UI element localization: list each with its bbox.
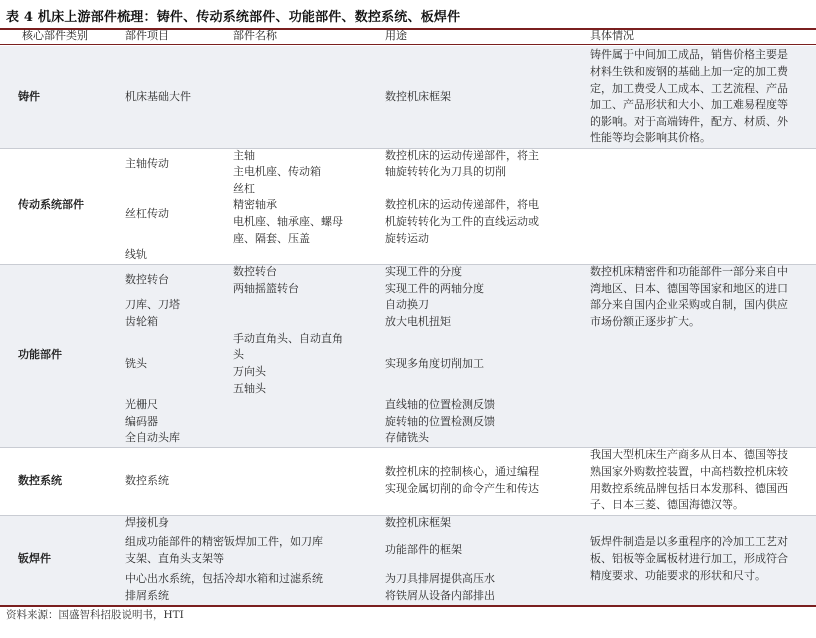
casting-detail-4: 加工、产品形状和大小、加工难易程度等 xyxy=(590,98,788,111)
cnc-detail-4: 子、日本三菱、德国海德汉等。 xyxy=(590,498,744,511)
sheet-use: 功能部件的框架 xyxy=(385,543,462,556)
manual-head-1: 手动直角头、自动直角 xyxy=(233,332,343,345)
linear-rail: 线轨 xyxy=(125,248,147,261)
screw-use-3: 旋转运动 xyxy=(385,232,429,245)
cradle-use: 实现工件的两轴分度 xyxy=(385,282,484,295)
rotary-use: 实现工件的分度 xyxy=(385,265,462,278)
casting-item: 机床基础大件 xyxy=(125,90,191,103)
cnc-item: 数控系统 xyxy=(125,474,169,487)
source-note: 资料来源：国盛智科招股说明书，HTI xyxy=(6,609,184,621)
category-transmission: 传动系统部件 xyxy=(18,198,84,211)
chip-use: 将铁屑从设备内部排出 xyxy=(385,589,495,602)
category-casting: 铸件 xyxy=(18,90,40,103)
screw-drive: 丝杠传动 xyxy=(125,207,169,220)
spindle-use-2: 轴旋转转化为刀具的切削 xyxy=(385,165,506,178)
encoder-use: 旋转轴的位置检测反馈 xyxy=(385,415,495,428)
manual-head-2: 头 xyxy=(233,348,244,361)
sheet-detail-2: 板、铝板等金属板材进行加工，形成符合 xyxy=(590,552,788,565)
cnc-detail-3: 用数控系统品牌包括日本发那科、德国西 xyxy=(590,482,788,495)
casting-detail-2: 材料生铁和废钢的基础上加一定的加工费 xyxy=(590,65,788,78)
spindle-drive: 主轴传动 xyxy=(125,157,169,170)
functional-detail-3: 部分来自国内企业采购或自制，国内供应 xyxy=(590,298,788,311)
grating-use: 直线轴的位置检测反馈 xyxy=(385,398,495,411)
milling-head: 铣头 xyxy=(125,357,147,370)
gearbox: 齿轮箱 xyxy=(125,315,158,328)
cnc-use-1: 数控机床的控制核心，通过编程 xyxy=(385,465,539,478)
welded-use: 数控机床框架 xyxy=(385,516,451,529)
screw-use-2: 机旋转转化为工件的直线运动或 xyxy=(385,215,539,228)
category-sheet: 钣焊件 xyxy=(18,552,51,565)
header-detail: 具体情况 xyxy=(590,29,634,42)
casting-detail-6: 性能等均会影响其价格。 xyxy=(590,131,711,144)
casting-detail-1: 铸件属于中间加工成品，销售价格主要是 xyxy=(590,48,788,61)
functional-detail-1: 数控机床精密件和功能部件一部分来自中 xyxy=(590,265,788,278)
functional-detail-2: 湾地区、日本、德国等国家和地区的进口 xyxy=(590,282,788,295)
functional-detail-4: 市场份额正逐步扩大。 xyxy=(590,315,700,328)
casting-detail-5: 的影响。对于高端铸件，配方、材质、外 xyxy=(590,115,788,128)
sheet-parts-2: 支架、直角头支架等 xyxy=(125,552,224,565)
header-top-rule xyxy=(0,28,816,30)
precision-bearing: 精密轴承 xyxy=(233,198,277,211)
screw: 丝杠 xyxy=(233,182,255,195)
sheet-detail-1: 钣焊件制造是以多重程序的冷加工工艺对 xyxy=(590,535,788,548)
category-cnc: 数控系统 xyxy=(18,474,62,487)
five-axis-head: 五轴头 xyxy=(233,382,266,395)
coolant-use: 为刀具排屑提供高压水 xyxy=(385,572,495,585)
encoder: 编码器 xyxy=(125,415,158,428)
header-item: 部件项目 xyxy=(125,29,169,42)
casting-detail-3: 定，加工费受人工成本、工艺流程、产品 xyxy=(590,82,788,95)
cnc-detail-1: 我国大型机床生产商多从日本、德国等技 xyxy=(590,448,788,461)
screw-parts-2: 座、隔套、压盖 xyxy=(233,232,310,245)
chip-system: 排屑系统 xyxy=(125,589,169,602)
coolant: 中心出水系统，包括冷却水箱和过滤系统 xyxy=(125,572,323,585)
header-category: 核心部件类别 xyxy=(22,29,88,42)
cnc-rotary: 数控转台 xyxy=(233,265,277,278)
auto-head-use: 存储铣头 xyxy=(385,431,429,444)
screw-parts-1: 电机座、轴承座、螺母 xyxy=(233,215,343,228)
category-functional: 功能部件 xyxy=(18,348,62,361)
tool-use: 自动换刀 xyxy=(385,298,429,311)
milling-use: 实现多角度切削加工 xyxy=(385,357,484,370)
spindle: 主轴 xyxy=(233,149,255,162)
spindle-use-1: 数控机床的运动传递部件，将主 xyxy=(385,149,539,162)
tool-magazine: 刀库、刀塔 xyxy=(125,298,180,311)
header-usage: 用途 xyxy=(385,29,407,42)
rotary-table: 数控转台 xyxy=(125,273,169,286)
spindle-base: 主电机座、传动箱 xyxy=(233,165,321,178)
sheet-detail-3: 精度要求、功能要求的形状和尺寸。 xyxy=(590,569,766,582)
grating: 光栅尺 xyxy=(125,398,158,411)
welded-body: 焊接机身 xyxy=(125,516,169,529)
gearbox-use: 放大电机扭矩 xyxy=(385,315,451,328)
universal-head: 万向头 xyxy=(233,365,266,378)
sheet-parts-1: 组成功能部件的精密钣焊加工件，如刀库 xyxy=(125,535,323,548)
screw-use-1: 数控机床的运动传递部件，将电 xyxy=(385,198,539,211)
header-bottom-rule xyxy=(0,44,816,45)
casting-use: 数控机床框架 xyxy=(385,90,451,103)
table-title: 表 4 机床上游部件梳理：铸件、传动系统部件、功能部件、数控系统、板焊件 xyxy=(6,10,461,25)
header-part-name: 部件名称 xyxy=(233,29,277,42)
cradle-table: 两轴摇篮转台 xyxy=(233,282,299,295)
cnc-detail-2: 熟国家外购数控装置，中高档数控机床较 xyxy=(590,465,788,478)
cnc-use-2: 实现金属切削的命令产生和传达 xyxy=(385,482,539,495)
auto-head-magazine: 全自动头库 xyxy=(125,431,180,444)
